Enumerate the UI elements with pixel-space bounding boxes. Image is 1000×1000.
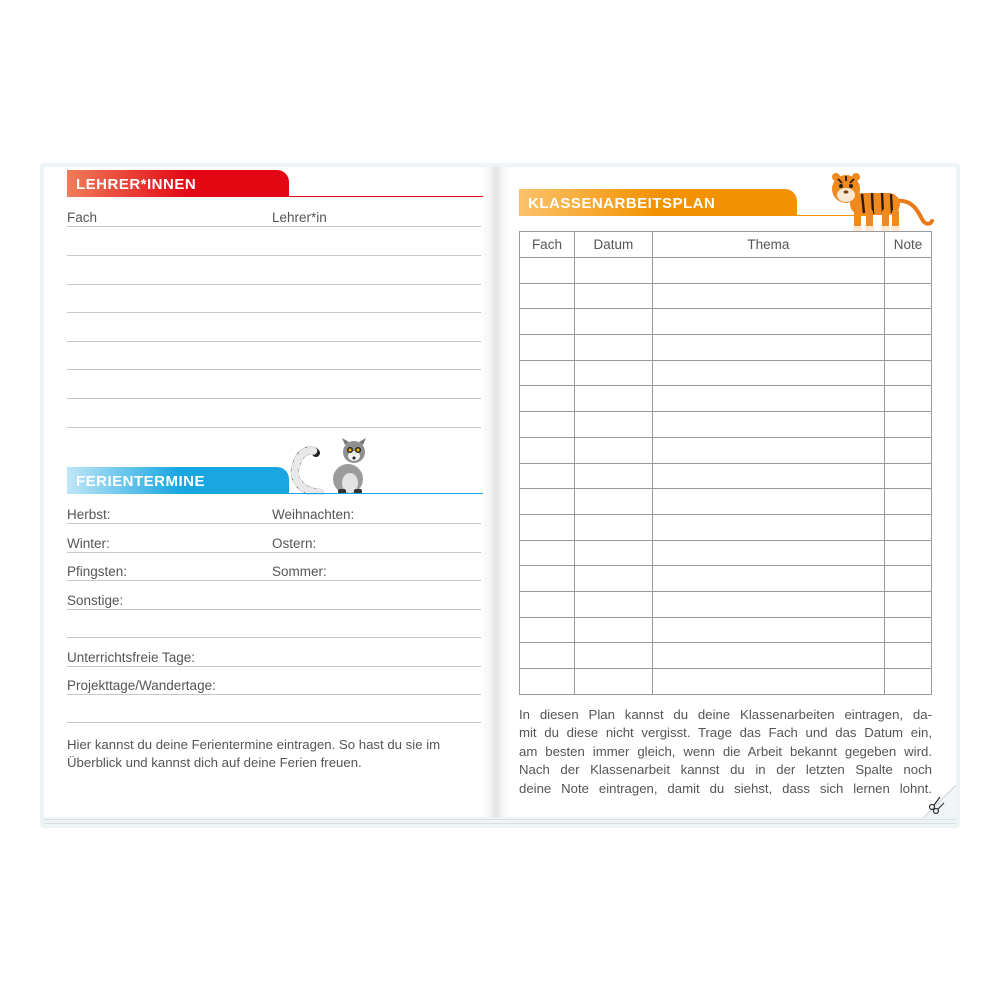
form-line[interactable] xyxy=(67,609,481,610)
table-cell[interactable] xyxy=(574,643,652,669)
table-cell[interactable] xyxy=(652,335,884,361)
table-cell[interactable] xyxy=(885,591,932,617)
form-line[interactable] xyxy=(67,523,481,524)
page-edge xyxy=(44,819,956,820)
table-cell[interactable] xyxy=(520,617,575,643)
table-cell[interactable] xyxy=(652,463,884,489)
table-row xyxy=(520,643,932,669)
table-cell[interactable] xyxy=(520,489,575,515)
table-cell[interactable] xyxy=(885,617,932,643)
form-line[interactable] xyxy=(67,666,481,667)
table-cell[interactable] xyxy=(652,283,884,309)
field-herbst: Herbst: xyxy=(67,507,111,522)
teachers-heading: LEHRER*INNEN xyxy=(67,170,289,197)
table-cell[interactable] xyxy=(885,412,932,438)
table-cell[interactable] xyxy=(574,335,652,361)
note-line: deine Note eintragen, damit du siehst, dass sich lernen lohnt. xyxy=(519,780,932,796)
table-cell[interactable] xyxy=(652,412,884,438)
table-cell[interactable] xyxy=(652,514,884,540)
table-cell[interactable] xyxy=(885,335,932,361)
form-line[interactable] xyxy=(67,722,481,723)
table-row xyxy=(520,463,932,489)
table-cell[interactable] xyxy=(652,617,884,643)
holidays-heading: FERIENTERMINE xyxy=(67,467,289,494)
table-cell[interactable] xyxy=(520,463,575,489)
table-cell[interactable] xyxy=(520,514,575,540)
table-cell[interactable] xyxy=(574,566,652,592)
form-line[interactable] xyxy=(67,398,481,399)
right-page xyxy=(496,167,956,817)
column-datum: Datum xyxy=(574,232,652,258)
column-teacher: Lehrer*in xyxy=(272,210,327,225)
table-cell[interactable] xyxy=(520,412,575,438)
table-header-row xyxy=(520,232,932,258)
table-cell[interactable] xyxy=(885,360,932,386)
table-row xyxy=(520,489,932,515)
note-line: mit du diese nicht vergisst. Trage das Fach und das Datum ein, xyxy=(519,725,932,741)
table-cell[interactable] xyxy=(574,360,652,386)
table-cell[interactable] xyxy=(574,437,652,463)
table-cell[interactable] xyxy=(574,489,652,515)
field-sommer: Sommer: xyxy=(272,564,327,579)
table-row xyxy=(520,412,932,438)
table-cell[interactable] xyxy=(885,643,932,669)
exam-plan-heading: KLASSENARBEITSPLAN xyxy=(519,189,797,216)
table-cell[interactable] xyxy=(574,591,652,617)
table-cell[interactable] xyxy=(574,386,652,412)
table-cell[interactable] xyxy=(885,669,932,695)
table-cell[interactable] xyxy=(652,360,884,386)
field-unterrichtsfrei: Unterrichtsfreie Tage: xyxy=(67,650,196,665)
table-cell[interactable] xyxy=(885,566,932,592)
column-fach: Fach xyxy=(520,232,575,258)
table-cell[interactable] xyxy=(885,309,932,335)
table-row xyxy=(520,617,932,643)
page-edge xyxy=(44,823,956,824)
table-cell[interactable] xyxy=(574,669,652,695)
table-row xyxy=(520,309,932,335)
left-page xyxy=(44,167,496,817)
table-row xyxy=(520,669,932,695)
holidays-note: Hier kannst du deine Ferientermine eintragen. So hast du sie im Überblick und kannst dich auf deine Ferien freuen. xyxy=(67,737,441,771)
table-cell[interactable] xyxy=(520,540,575,566)
table-cell[interactable] xyxy=(574,540,652,566)
table-row xyxy=(520,540,932,566)
note-line: am besten immer gleich, wenn die Arbeit bekannt gegeben wird. xyxy=(519,743,932,759)
table-row xyxy=(520,514,932,540)
teachers-header xyxy=(67,170,483,197)
table-cell[interactable] xyxy=(885,258,932,284)
column-note: Note xyxy=(885,232,932,258)
column-fach: Fach xyxy=(67,210,98,225)
table-cell[interactable] xyxy=(520,360,575,386)
form-line[interactable] xyxy=(67,552,481,553)
form-line[interactable] xyxy=(67,312,481,313)
table-cell[interactable] xyxy=(652,489,884,515)
table-cell[interactable] xyxy=(652,437,884,463)
table-cell[interactable] xyxy=(520,386,575,412)
form-line[interactable] xyxy=(67,637,481,638)
table-row xyxy=(520,437,932,463)
exam-plan-table xyxy=(519,231,932,695)
table-cell[interactable] xyxy=(652,540,884,566)
teachers-header-line xyxy=(289,196,483,198)
table-cell[interactable] xyxy=(574,258,652,284)
note-line: Nach der Klassenarbeit kannst du in der letzten Spalte noch xyxy=(519,762,932,778)
column-thema: Thema xyxy=(652,232,884,258)
table-cell[interactable] xyxy=(652,591,884,617)
table-row xyxy=(520,335,932,361)
table-cell[interactable] xyxy=(574,309,652,335)
table-cell[interactable] xyxy=(885,489,932,515)
table-cell[interactable] xyxy=(574,412,652,438)
table-cell[interactable] xyxy=(652,309,884,335)
table-cell[interactable] xyxy=(574,283,652,309)
scissors-icon xyxy=(922,785,956,817)
table-cell[interactable] xyxy=(520,258,575,284)
table-cell[interactable] xyxy=(885,437,932,463)
exam-plan-note xyxy=(519,706,932,798)
table-cell[interactable] xyxy=(520,309,575,335)
table-cell[interactable] xyxy=(574,463,652,489)
table-row xyxy=(520,386,932,412)
table-cell[interactable] xyxy=(885,463,932,489)
field-winter: Winter: xyxy=(67,536,110,551)
table-body xyxy=(520,258,932,695)
form-line[interactable] xyxy=(67,427,481,428)
table-cell[interactable] xyxy=(652,669,884,695)
form-line[interactable] xyxy=(67,226,481,227)
table-cell[interactable] xyxy=(652,258,884,284)
holidays-header xyxy=(67,467,483,494)
exam-plan-header xyxy=(519,189,939,216)
table-cell[interactable] xyxy=(574,514,652,540)
table-cell[interactable] xyxy=(885,386,932,412)
table-cell[interactable] xyxy=(652,643,884,669)
form-line[interactable] xyxy=(67,580,481,581)
table-row xyxy=(520,360,932,386)
table-cell[interactable] xyxy=(885,514,932,540)
table-cell[interactable] xyxy=(520,591,575,617)
table-cell[interactable] xyxy=(885,283,932,309)
table-row xyxy=(520,283,932,309)
table-cell[interactable] xyxy=(520,283,575,309)
table-cell[interactable] xyxy=(520,437,575,463)
open-school-planner xyxy=(40,163,960,828)
holidays-header-line xyxy=(289,493,483,495)
table-cell[interactable] xyxy=(652,566,884,592)
table-cell[interactable] xyxy=(520,669,575,695)
table-cell[interactable] xyxy=(574,617,652,643)
exam-plan-header-line xyxy=(797,215,867,217)
form-line[interactable] xyxy=(67,694,481,695)
table-cell[interactable] xyxy=(885,540,932,566)
note-line: In diesen Plan kannst du deine Klassenarbeiten eintragen, da- xyxy=(519,707,932,722)
table-cell[interactable] xyxy=(520,335,575,361)
field-weihnachten: Weihnachten: xyxy=(272,507,355,522)
form-line[interactable] xyxy=(67,284,481,285)
form-line[interactable] xyxy=(67,369,481,370)
field-projekttage: Projekttage/Wandertage: xyxy=(67,678,216,693)
table-row xyxy=(520,566,932,592)
field-ostern: Ostern: xyxy=(272,536,317,551)
table-row xyxy=(520,258,932,284)
table-cell[interactable] xyxy=(652,386,884,412)
form-line[interactable] xyxy=(67,341,481,342)
field-sonstige: Sonstige: xyxy=(67,593,124,608)
form-line[interactable] xyxy=(67,255,481,256)
table-cell[interactable] xyxy=(520,566,575,592)
field-pfingsten: Pfingsten: xyxy=(67,564,128,579)
table-row xyxy=(520,591,932,617)
table-cell[interactable] xyxy=(520,643,575,669)
